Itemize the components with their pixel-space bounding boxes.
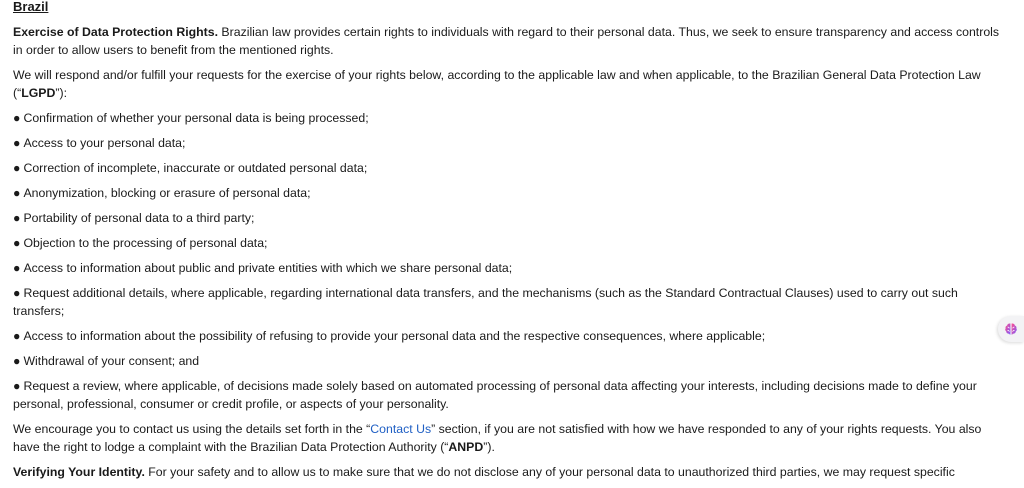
- bullet-icon: ●: [13, 379, 21, 393]
- list-item: [13, 234, 1003, 252]
- list-item: [13, 209, 1003, 227]
- list-item-text: Confirmation of whether your personal data is being processed;: [23, 111, 369, 125]
- bullet-icon: ●: [13, 354, 21, 368]
- list-item: [13, 352, 1003, 370]
- paragraph-text: We will respond and/or fulfill your requests for the exercise of your rights below, according to the applicable law and when applicable, to the Brazilian General Data Protection Law (“: [13, 68, 981, 100]
- list-item-text: Access to your personal data;: [23, 136, 186, 150]
- bullet-icon: ●: [13, 161, 21, 175]
- paragraph-text: For your safety and to allow us to make sure that we do not disclose any of your personal data to unauthorized third parties, we may request specific: [144, 465, 955, 479]
- paragraph-lgpd: [13, 66, 1003, 102]
- bullet-icon: ●: [13, 329, 21, 343]
- list-item: [13, 284, 1003, 320]
- list-item: [13, 377, 1003, 413]
- contact-us-link[interactable]: Contact Us: [370, 422, 432, 436]
- paragraph-contact: [13, 420, 1003, 456]
- brain-icon: [1004, 322, 1018, 336]
- list-item-text: Correction of incomplete, inaccurate or outdated personal data;: [23, 161, 368, 175]
- anpd-term: ANPD: [448, 440, 484, 454]
- section-heading: Brazil: [13, 0, 49, 14]
- list-item: [13, 259, 1003, 277]
- paragraph-text: ” section, if you are not satisfied with how we have responded to any of your rights requests. You also have the right to lodge a complaint with the Brazilian Data Protection Authority (“: [13, 422, 982, 454]
- bullet-icon: ●: [13, 111, 21, 125]
- bullet-icon: ●: [13, 186, 21, 200]
- bullet-icon: ●: [13, 136, 21, 150]
- bullet-icon: ●: [13, 286, 21, 300]
- paragraph-bold-lead: Verifying Your Identity.: [13, 465, 145, 479]
- list-item-text: Withdrawal of your consent; and: [23, 354, 200, 368]
- paragraph-text: ”).: [483, 440, 495, 454]
- bullet-icon: ●: [13, 261, 21, 275]
- paragraph-text: ”):: [55, 86, 67, 100]
- assistant-widget-button[interactable]: [998, 316, 1024, 342]
- privacy-section-brazil: [13, 0, 1003, 488]
- lgpd-term: LGPD: [21, 86, 56, 100]
- list-item-text: Objection to the processing of personal data;: [23, 236, 268, 250]
- list-item: [13, 327, 1003, 345]
- list-item: [13, 109, 1003, 127]
- list-item-text: Request additional details, where applicable, regarding international data transfers, and the mechanisms (such as the Standard Contractual Clauses) used to carry out such transfers;: [13, 286, 958, 318]
- bullet-icon: ●: [13, 236, 21, 250]
- list-item-text: Request a review, where applicable, of decisions made solely based on automated processing of personal data affecting your interests, including decisions made to define your personal, professional, consumer or credit profile, or aspects of your personality.: [13, 379, 977, 411]
- list-item: [13, 159, 1003, 177]
- list-item-text: Access to information about public and private entities with which we share personal data;: [23, 261, 513, 275]
- paragraph-exercise-rights: [13, 23, 1003, 59]
- paragraph-text: Brazilian law provides certain rights to individuals with regard to their personal data. Thus, we seek to ensure transparency and access controls in order to allow users to benefit from the mentioned rights.: [13, 25, 1000, 57]
- paragraph-verifying-identity: [13, 463, 1003, 481]
- list-item: [13, 134, 1003, 152]
- list-item-text: Portability of personal data to a third party;: [23, 211, 255, 225]
- list-item-text: Access to information about the possibility of refusing to provide your personal data and the respective consequences, where applicable;: [23, 329, 766, 343]
- bullet-icon: ●: [13, 211, 21, 225]
- list-item-text: Anonymization, blocking or erasure of personal data;: [23, 186, 311, 200]
- paragraph-bold-lead: Exercise of Data Protection Rights.: [13, 25, 219, 39]
- list-item: [13, 184, 1003, 202]
- paragraph-text: We encourage you to contact us using the details set forth in the “: [13, 422, 371, 436]
